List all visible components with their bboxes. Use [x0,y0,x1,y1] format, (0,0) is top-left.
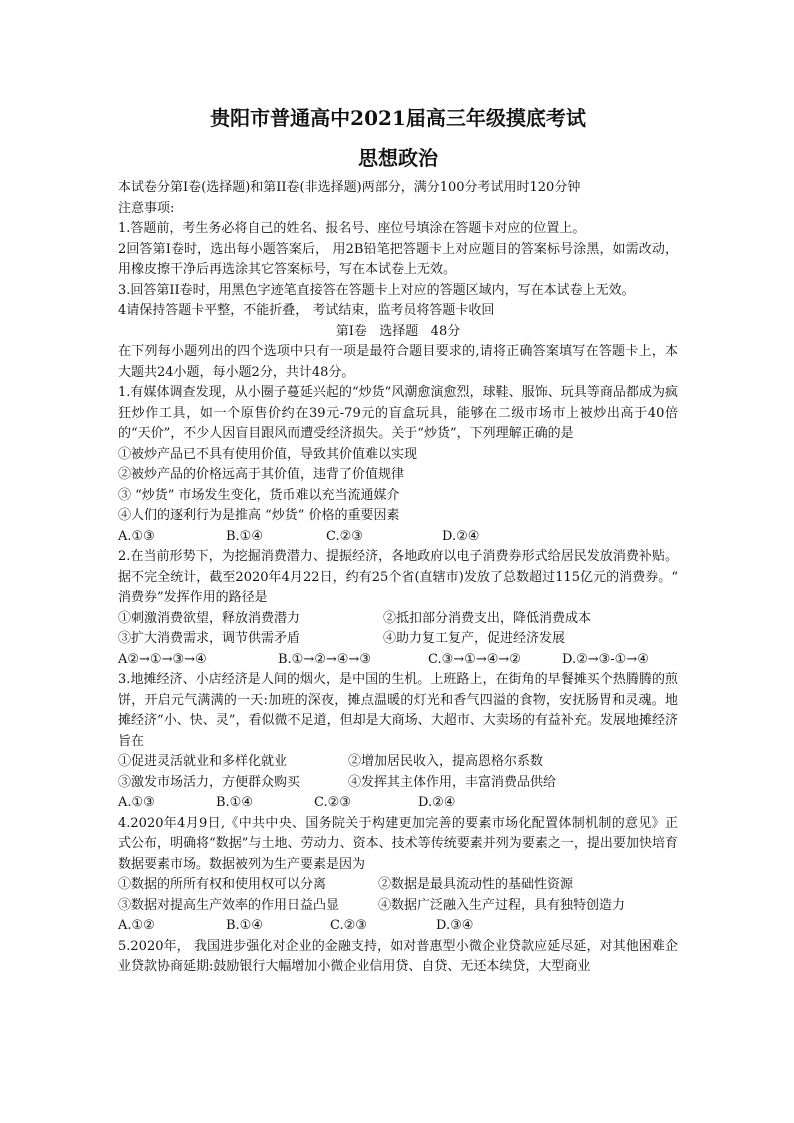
question-statement: ③ “炒货” 市场发生变化，货币难以充当流通媒介 [118,487,400,503]
question-statement: ④数据广泛融入生产过程，具有独特创造力 [378,897,626,913]
exam-title: 贵阳市普通高中2021届高三年级摸底考试 [210,106,586,130]
question-statement: ②被炒产品的价格远高于其价值，违背了价值规律 [118,467,405,482]
option-c: C.②③ [330,918,367,933]
option-a: A.①③ [118,795,155,810]
notice-item: 3.回答第II卷时，用黑色字迹笔直接答在答题卡上对应的答题区域内，写在本试卷上无效。 [118,282,635,298]
question-statement: ③数据对提高生产效率的作用日益凸显 [118,897,340,913]
question-statement: ①促进灵活就业和多样化就业 [118,754,288,769]
question-statement: ②增加居民收入，提高恩格尔系数 [348,754,544,769]
question-stem: 2.在当前形势下，为挖掘消费潜力、提振经济，各地政府以电子消费券形式给居民发放消费补贴。据不完全统计，截至2020年4月22日，约有25个省(直辖市)发放了总数超过115亿元的消费券。“ 消费券”发挥作用的路径是 [118,549,678,605]
notice-item: 2回答第I卷时，选出每小题答案后， 用2B铅笔把答题卡上对应题目的答案标号涂黑，如需改动，用橡皮擦干净后再选涂其它答案标号，写在本试卷上无效。 [118,241,678,277]
statement-row [118,875,678,896]
option-b: B.①→②→④→③ [278,651,371,667]
option-a: A②→①→③→④ [118,651,207,667]
option-d: D.②→③-①→④ [562,651,649,667]
option-c: C.②③ [326,528,363,544]
question-statement: ④发挥其主体作用，丰富消费品供给 [348,774,557,790]
notice-item: 4请保持答题卡平整，不能折叠， 考试结束，监考员将答题卡收回 [118,303,495,318]
option-d: D.②④ [442,528,480,544]
subject-title: 思想政治 [358,146,438,170]
question-statement: ③激发市场活力，方便群众购买 [118,774,301,790]
statement-row [118,609,678,630]
option-d: D.②④ [418,795,456,810]
statement-row [118,629,678,650]
intro-text: 本试卷分第I卷(选择题)和第II卷(非选择题)两部分，满分100分考试用时120分钟 [118,180,581,195]
option-b: B.①④ [226,918,263,933]
section-intro: 在下列每小题列出的四个选项中只有一项是最符合题目要求的,请将正确答案填写在答题卡上，本大题共24小题，每小题2分，共计48分。 [118,344,678,380]
section-heading: 第I卷 选择题 48分 [335,323,461,339]
question-statement: ④助力复工复产，促进经济发展 [383,631,566,646]
exam-page [118,104,678,978]
question-statement: ②抵扣部分消费支出，降低消费成本 [383,610,592,626]
question-stem: 4.2020年4月9日,《中共中央、国务院关于构建更加完善的要素市场化配置体制机制的意见》正式公布，明确将“数据”与土地、劳动力、资本、技术等传统要素并列为要素之一，提出要加快培育数据要素市场。数据被列为生产要素是因为 [118,815,678,872]
question-statement: ①数据的所所有权和使用权可以分离 [118,877,327,892]
answer-options [118,527,678,548]
question-statement: ①刺激消费欲望，释放消费潜力 [118,610,301,626]
question-statement: ③扩大消费需求，调节供需矛盾 [118,631,301,646]
option-c: C.②③ [314,795,351,810]
option-b: B.①④ [216,795,253,810]
notice-item: 1.答题前，考生务必将自己的姓名、报名号、座位号填涂在答题卡对应的位置上。 [118,221,586,236]
option-b: B.①④ [226,528,263,544]
answer-options [118,650,678,671]
answer-options [118,793,678,814]
question-stem: 3.地摊经济、小店经济是人间的烟火，是中国的生机。上班路上，在街角的早餐摊买个热腾腾的煎饼，开启元气满满的一天:加班的深夜，摊点温暖的灯光和香气四溢的食物，安抚肠胃和灵魂。地摊经济“小、快、灵”，看似微不足道，但却是大商场、大超市、大卖场的有益补充。发展地摊经济旨在 [118,672,678,749]
statement-row [118,896,678,917]
question-statement: ④人们的逐利行为是推高 “炒货” 价格的重要因素 [118,508,400,523]
statement-row [118,752,678,773]
option-a: A.①③ [118,528,155,544]
notice-title: 注意事项: [118,200,175,216]
statement-row [118,773,678,794]
option-a: A.①② [118,918,155,933]
question-stem: 1.有媒体调查发现，从小圈子蔓延兴起的“炒货”风潮愈演愈烈，球鞋、服饰、玩具等商品都成为疯狂炒作工具，如一个原售价约在39元-79元的盲盒玩具，能够在二级市场市上被炒出高于40倍的“天价”，不少人因盲目跟风而遭受经济损失。关于“炒货”，下列理解正确的是 [118,385,678,441]
option-c: C.③→①→④→② [428,651,521,667]
option-d: D.③④ [436,918,474,933]
question-statement: ②数据是最具流动性的基础性资源 [378,877,574,892]
question-stem: 5.2020年， 我国进步强化对企业的金融支持，如对普惠型小微企业贷款应延尽延，对其他困难企业贷款协商延期:鼓励银行大幅增加小微企业信用贷、自贷、无还本续贷，大型商业 [118,938,678,974]
question-statement: ①被炒产品已不具有使用价值，导致其价值难以实现 [118,446,418,462]
answer-options [118,916,678,937]
